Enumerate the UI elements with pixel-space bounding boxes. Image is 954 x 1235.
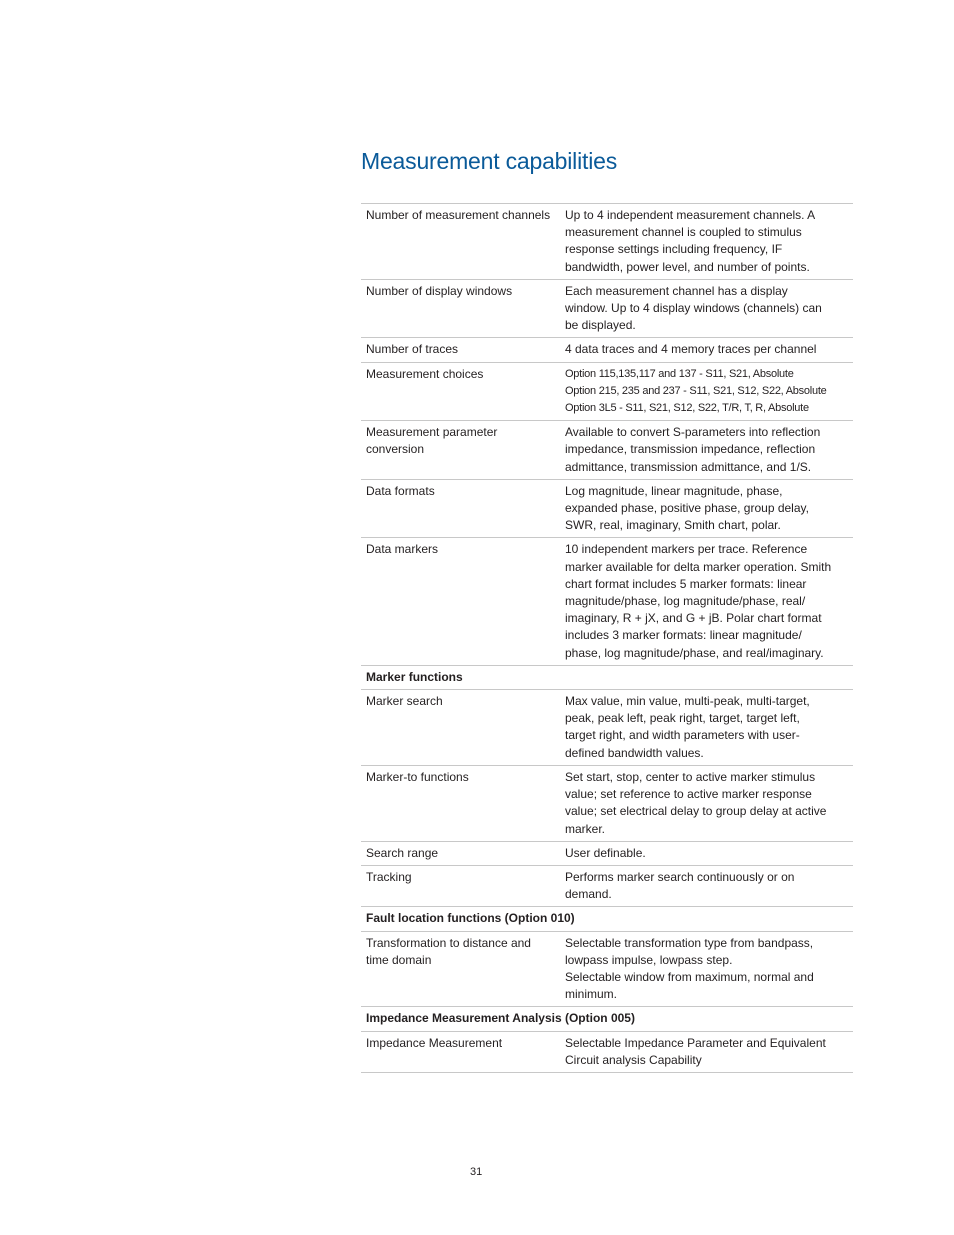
- page-number: 31: [470, 1166, 483, 1178]
- table-row: [361, 421, 853, 480]
- table-row: [361, 538, 853, 665]
- row-value: Set start, stop, center to active marker stimulus value; set reference to active marker response value; set electrical delay to group delay at active marker.: [565, 769, 827, 836]
- table-row: [361, 766, 853, 842]
- spec-table: [361, 203, 853, 1073]
- page-title: Measurement capabilities: [361, 148, 617, 174]
- table-row: [361, 690, 853, 766]
- table-row: [361, 1032, 853, 1073]
- row-label: Tracking: [366, 869, 412, 884]
- section-heading: Impedance Measurement Analysis (Option 005): [366, 1011, 635, 1026]
- section-header-row: [361, 666, 853, 690]
- row-value: 4 data traces and 4 memory traces per channel: [565, 342, 817, 357]
- row-value: Log magnitude, linear magnitude, phase, expanded phase, positive phase, group delay, SWR, real, imaginary, Smith chart, polar.: [565, 483, 809, 533]
- row-label: Number of traces: [366, 342, 459, 357]
- table-row: [361, 204, 853, 280]
- section-header-row: [361, 907, 853, 931]
- row-label: Transformation to distance and time domain: [366, 935, 531, 967]
- row-value: Available to convert S-parameters into reflection impedance, transmission impedance, reflection admittance, transmission admittance, and 1/S.: [565, 425, 821, 474]
- section-header-row: [361, 1007, 853, 1031]
- row-label: Impedance Measurement: [366, 1035, 503, 1050]
- table-row: [361, 480, 853, 539]
- table-row: [361, 866, 853, 907]
- row-label: Data formats: [366, 483, 435, 498]
- row-label: Number of display windows: [366, 283, 513, 298]
- table-row: [361, 280, 853, 339]
- row-label: Measurement parameter conversion: [366, 425, 498, 457]
- table-row: [361, 842, 853, 866]
- row-label: Search range: [366, 845, 439, 860]
- row-value: Selectable transformation type from bandpass, lowpass impulse, lowpass step. Selectable window from maximum, normal and minimum.: [565, 935, 814, 1002]
- row-label: Data markers: [366, 542, 439, 557]
- row-value: Selectable Impedance Parameter and Equivalent Circuit analysis Capability: [565, 1035, 826, 1067]
- row-label: Marker search: [366, 694, 443, 709]
- row-value: Option 115,135,117 and 137 - S11, S21, Absolute Option 215, 235 and 237 - S11, S21, S12, S22, Absolute Option 3L5 - S11, S21, S12, S22, T/R, T, R, Absolute: [565, 367, 827, 415]
- row-value: Max value, min value, multi-peak, multi-target, peak, peak left, peak right, target, target left, target right, and width parameters with user- defined bandwidth values.: [565, 694, 810, 760]
- row-label: Number of measurement channels: [366, 208, 551, 222]
- section-heading: Fault location functions (Option 010): [366, 911, 575, 926]
- table-row: [361, 932, 853, 1008]
- row-value: Up to 4 independent measurement channels. A measurement channel is coupled to stimulus response settings including frequency, IF bandwidth, power level, and number of points.: [565, 208, 816, 274]
- table-row: [361, 338, 853, 362]
- section-heading: Marker functions: [366, 669, 463, 684]
- row-value: User definable.: [565, 845, 646, 860]
- row-label: Measurement choices: [366, 366, 484, 381]
- row-value: Each measurement channel has a display window. Up to 4 display windows (channels) can be displayed.: [565, 283, 822, 333]
- row-value: 10 independent markers per trace. Reference marker available for delta marker operation. Smith chart format includes 5 marker formats: linear magnitude/phase, log magnitude/phase, real/ imaginary, R + jX, and G + jB. Polar chart format includes 3 marker formats: linear magnitude/ phase, log magnitude/phase, and real/imaginary.: [565, 542, 832, 660]
- table-row: [361, 363, 853, 422]
- row-label: Marker-to functions: [366, 769, 469, 784]
- row-value: Performs marker search continuously or on demand.: [565, 869, 795, 902]
